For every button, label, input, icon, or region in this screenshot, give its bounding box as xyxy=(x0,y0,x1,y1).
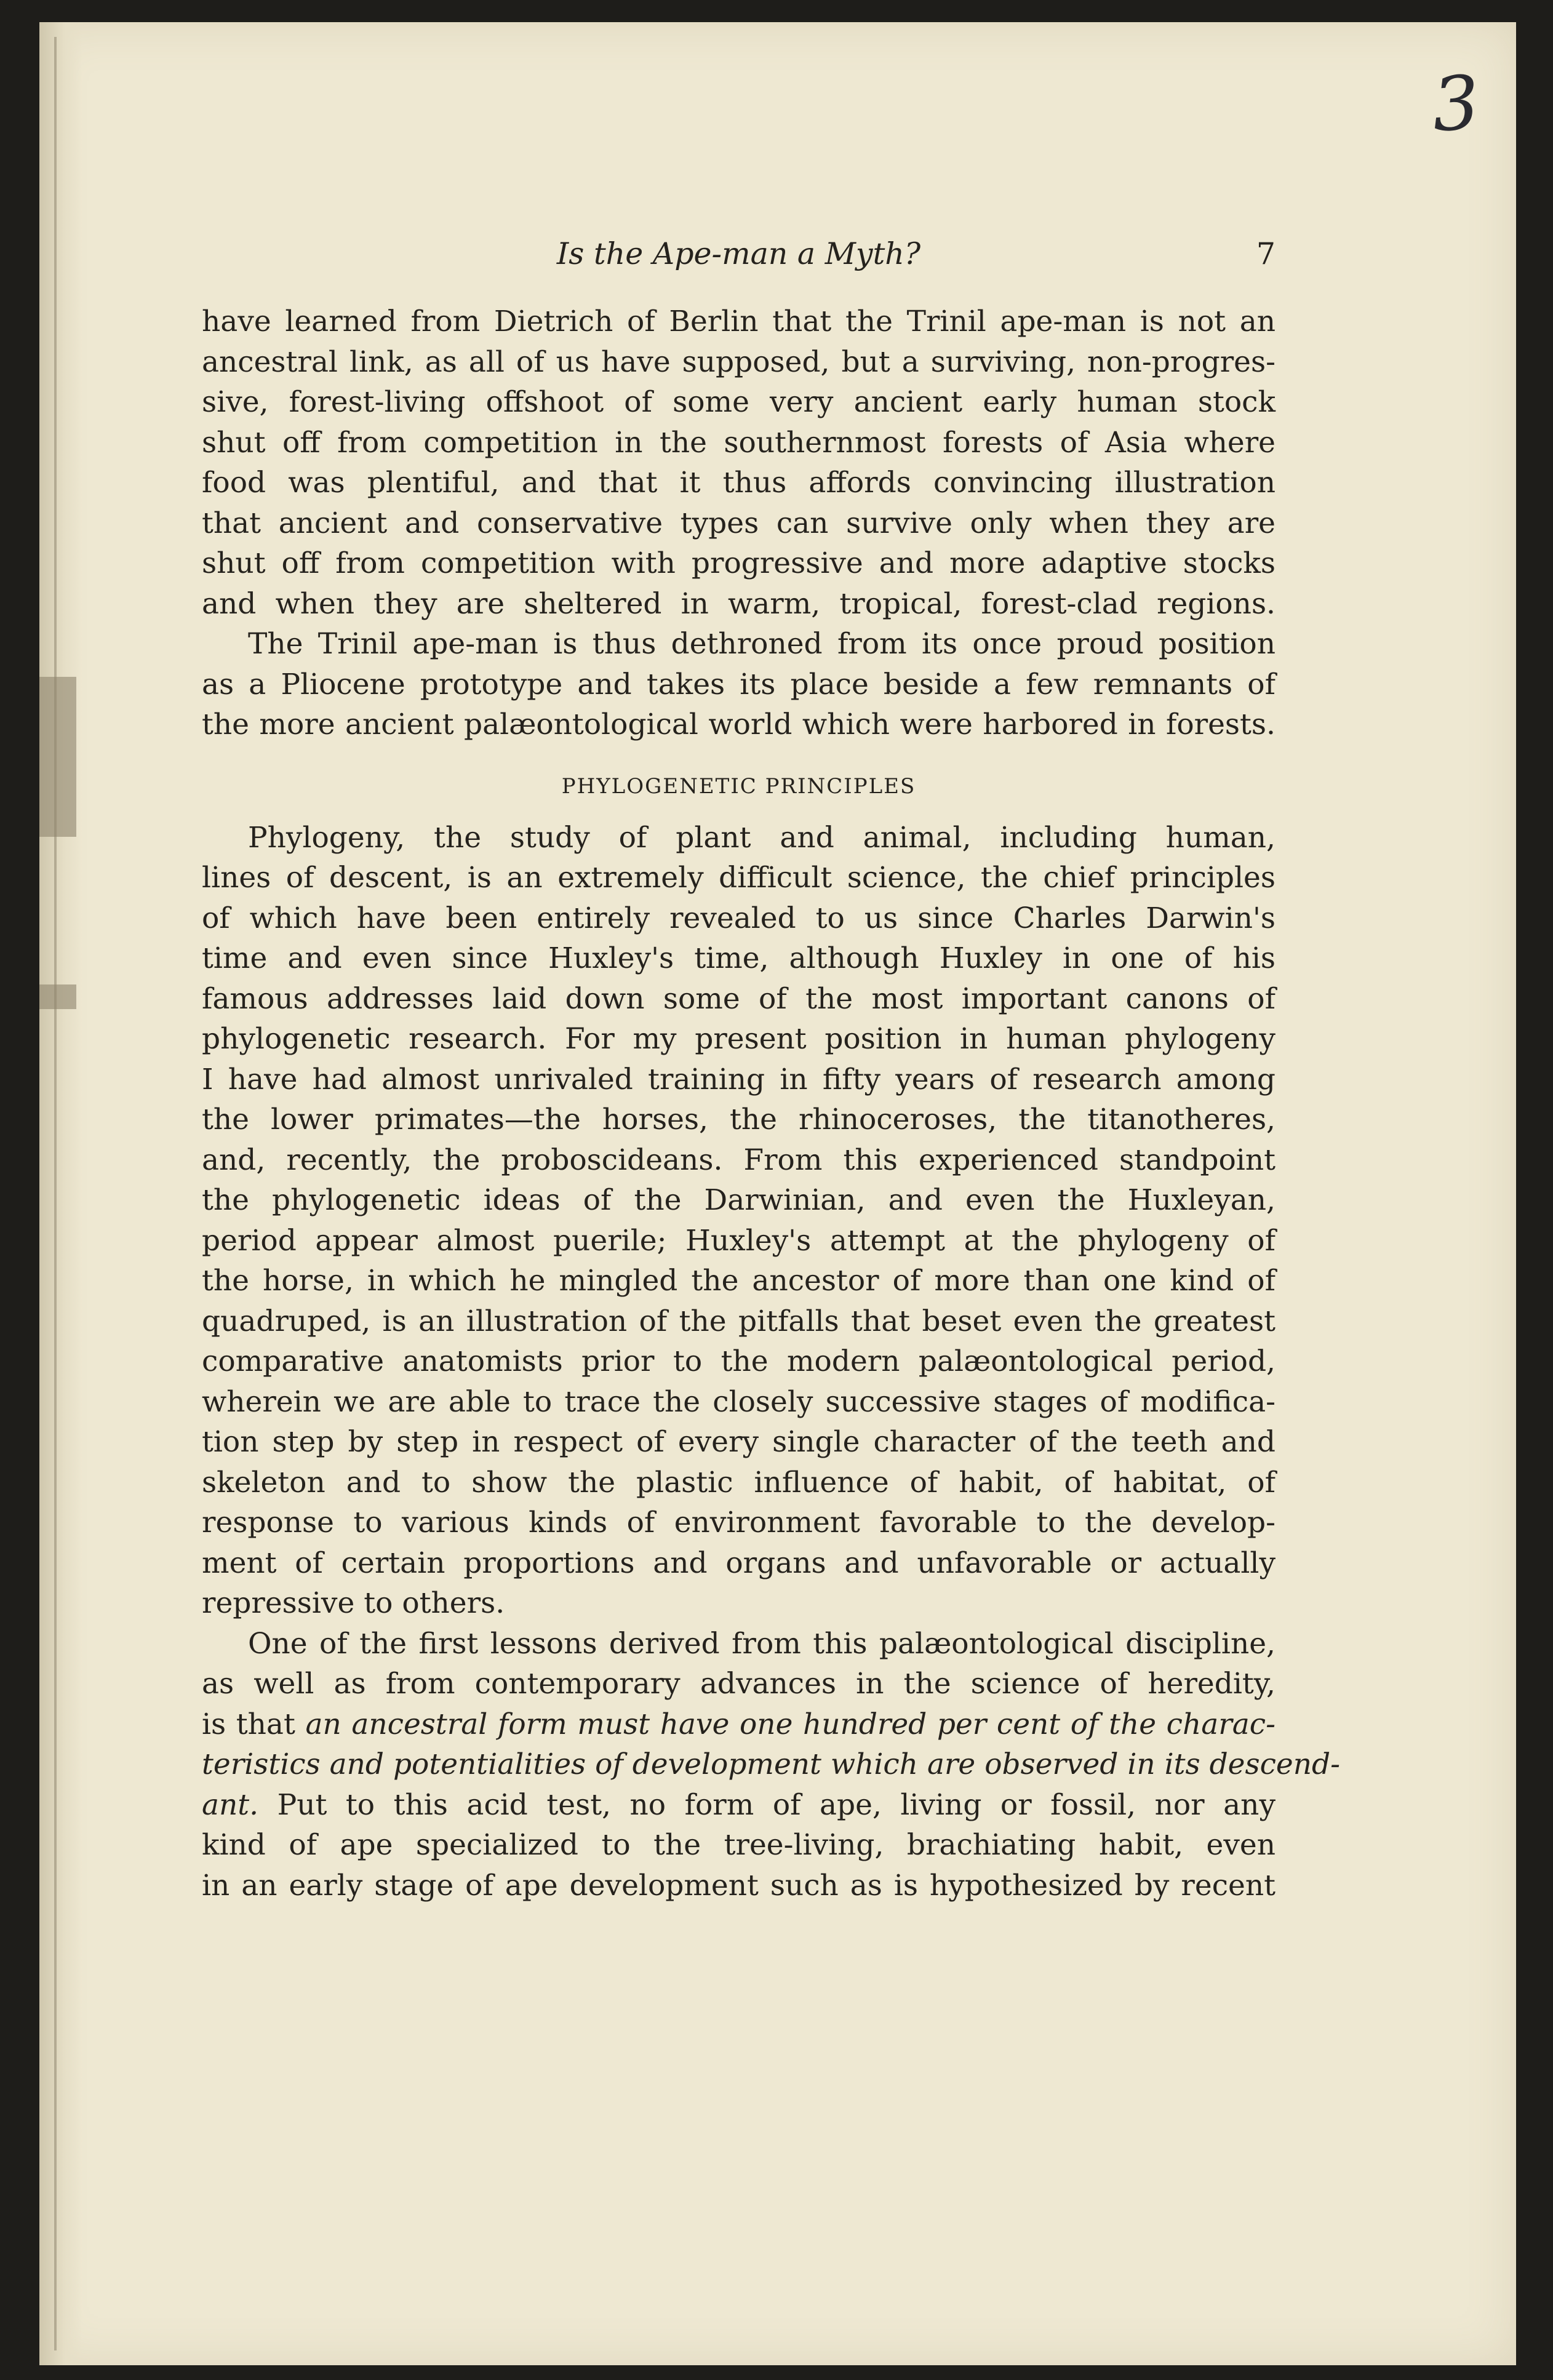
text-line: shut off from competition with progressive and more adaptive stocks xyxy=(202,546,1276,580)
text-line: period appear almost puerile; Huxley's attempt at the phylogeny of xyxy=(202,1223,1276,1258)
text-line xyxy=(202,1704,1276,1745)
text-line: the lower primates—the horses, the rhinoceroses, the titanotheres, xyxy=(202,1103,1276,1136)
text-line: wherein we are able to trace the closely successive stages of modifica- xyxy=(202,1384,1276,1419)
text-line: phylogenetic research. For my present position in human phylogeny xyxy=(202,1022,1276,1056)
text-line: and, recently, the proboscideans. From this experienced standpoint xyxy=(202,1143,1276,1177)
paper-tear-mark xyxy=(39,677,76,837)
section-heading: PHYLOGENETIC PRINCIPLES xyxy=(561,773,916,799)
page-number: 7 xyxy=(1256,236,1276,271)
text-line: the phylogenetic ideas of the Darwinian, and even the Huxleyan, xyxy=(202,1183,1276,1217)
paragraph xyxy=(202,624,1276,745)
text-line: Phylogeny, the study of plant and animal, including human, xyxy=(248,820,1276,855)
text-line: lines of descent, is an extremely difficult science, the chief principles xyxy=(202,861,1276,895)
text-line: the more ancient palæontological world which were harbored in forests. xyxy=(202,708,1276,741)
page-text-block xyxy=(202,234,1340,1906)
paragraph xyxy=(202,301,1276,624)
text-line: I have had almost unrivaled training in fifty years of research among xyxy=(202,1062,1276,1096)
page-fold-edge xyxy=(39,22,82,2365)
italic-text-run: an ancestral form must have one hundred per cent of the charac- xyxy=(305,1707,1276,1741)
handwritten-page-mark: 3 xyxy=(1429,60,1482,149)
text-line: The Trinil ape-man is thus dethroned from its once proud position xyxy=(248,627,1276,661)
text-line: in an early stage of ape development such as is hypothesized by recent xyxy=(202,1868,1276,1903)
text-line: One of the first lessons derived from this palæontological discipline, xyxy=(248,1626,1276,1661)
text-line xyxy=(202,1744,1340,1785)
page-fold-line xyxy=(54,37,57,2350)
text-line: sive, forest-living offshoot of some very ancient early human stock xyxy=(202,385,1276,419)
italic-text-run: teristics and potentialities of development which are observed in its descend- xyxy=(202,1747,1340,1781)
text-line: skeleton and to show the plastic influence of habit, of habitat, of xyxy=(202,1465,1276,1499)
paper-tear-mark xyxy=(39,984,76,1009)
text-line: food was plentiful, and that it thus affords convincing illustration xyxy=(202,466,1276,500)
text-line: have learned from Dietrich of Berlin that the Trinil ape-man is not an xyxy=(202,305,1276,338)
text-line xyxy=(202,1785,1276,1826)
text-line: shut off from competition in the southernmost forests of Asia where xyxy=(202,425,1276,460)
text-line: time and even since Huxley's time, although Huxley in one of his xyxy=(202,941,1276,975)
running-head xyxy=(202,234,1276,277)
text-run: Put to this acid test, no form of ape, living or fossil, nor any xyxy=(258,1787,1276,1822)
text-line: comparative anatomists prior to the modern palæontological period, xyxy=(202,1344,1276,1378)
text-line: ancestral link, as all of us have supposed, but a surviving, non-progres- xyxy=(202,345,1276,379)
text-line: kind of ape specialized to the tree-living, brachiating habit, even xyxy=(202,1828,1276,1862)
text-line: that ancient and conservative types can survive only when they are xyxy=(202,506,1276,540)
text-line: famous addresses laid down some of the most important canons of xyxy=(202,981,1276,1016)
text-line: ment of certain proportions and organs and unfavorable or actually xyxy=(202,1546,1276,1580)
paragraph xyxy=(202,1624,1340,1906)
paragraph xyxy=(202,818,1276,1624)
running-head-title: Is the Ape-man a Myth? xyxy=(556,236,921,271)
text-line: the horse, in which he mingled the ancestor of more than one kind of xyxy=(202,1264,1276,1298)
text-run: is that xyxy=(202,1707,306,1741)
italic-text-run: ant. xyxy=(202,1787,259,1822)
text-line: tion step by step in respect of every single character of the teeth and xyxy=(202,1425,1276,1459)
text-line: of which have been entirely revealed to us since Charles Darwin's xyxy=(202,901,1276,935)
text-line: repressive to others. xyxy=(202,1586,505,1620)
text-line: response to various kinds of environment favorable to the develop- xyxy=(202,1506,1276,1539)
text-line: and when they are sheltered in warm, tropical, forest-clad regions. xyxy=(202,586,1276,621)
text-line: as a Pliocene prototype and takes its place beside a few remnants of xyxy=(202,667,1276,701)
text-line: quadruped, is an illustration of the pitfalls that beset even the greatest xyxy=(202,1304,1276,1338)
text-line: as well as from contemporary advances in the science of heredity, xyxy=(202,1667,1276,1701)
